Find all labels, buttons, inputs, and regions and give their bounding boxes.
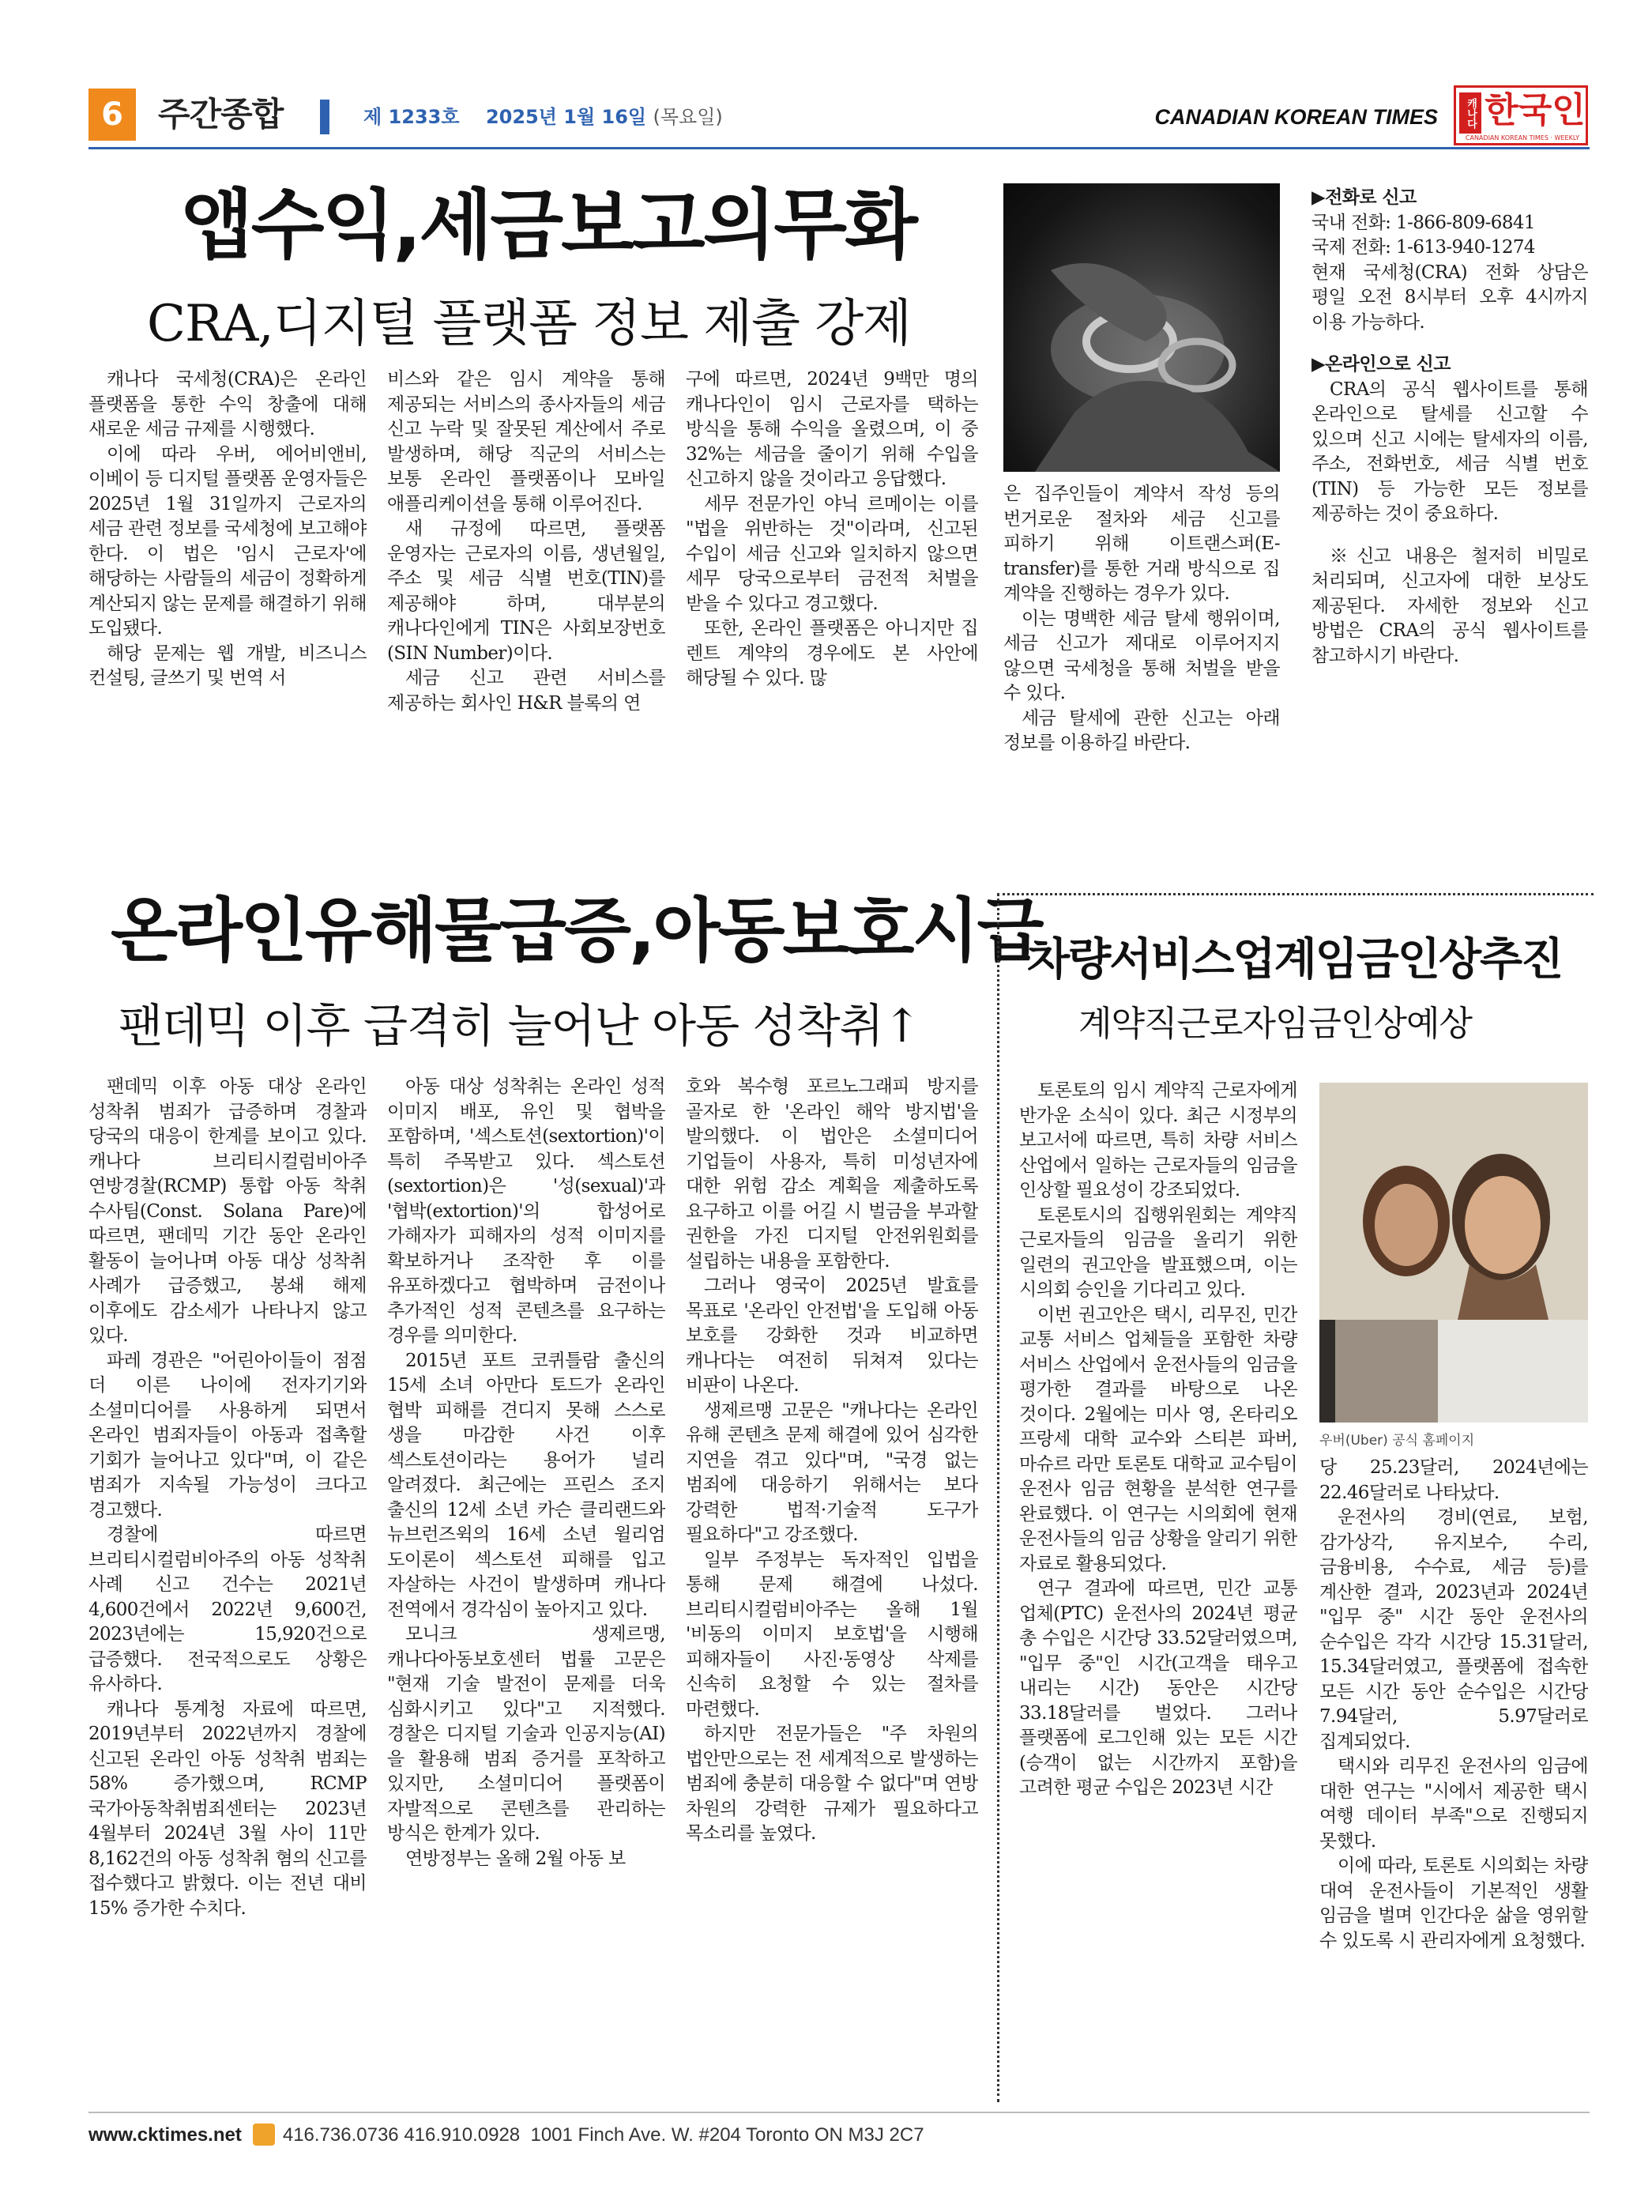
paragraph: 호와 복수형 포르노그래피 방지를 골자로 한 '온라인 해악 방지법'을 발의했다. 이 법안은 소셜미디어 기업들이 사용자, 특히 미성년자에 대한 위험 감소 계획을 제출하도록 요구하고 이를 어길 시 벌금을 부과할 권한을 가진 디지털 안전위원회를 설립하는 내용을 포함한다. (686, 1076, 978, 1272)
logo-weekly-tag: 캐나다 (1459, 92, 1481, 134)
confidentiality-note: ※신고 내용은 철저히 비밀로 처리되며, 신고자에 대한 보상도 제공된다. 자세한 정보와 신고 방법은 CRA의 공식 웹사이트를 참고하시기 바란다. (1311, 545, 1588, 666)
header-rule (88, 147, 1590, 149)
article3-column-2 (1319, 1456, 1588, 2100)
paragraph: 택시와 리무진 운전사의 임금에 대한 연구는 "시에서 제공한 택시 여행 데이터 부족"으로 진행되지 못했다. (1319, 1756, 1588, 1852)
paragraph: 새 규정에 따르면, 플랫폼 운영자는 근로자의 이름, 생년월일, 주소 및 세금 식별 번호(TIN)를 제공해야 하며, 대부분의 캐나다인에게 TIN은 사회보장번호(SIN Number)이다. (387, 518, 665, 664)
paragraph: 하지만 전문가들은 "주 차원의 법안만으로는 전 세계적으로 발생하는 범죄에 충분히 대응할 수 없다"며 연방 차원의 강력한 규제가 필요하다고 목소리를 높였다. (686, 1724, 978, 1844)
paragraph: 팬데믹 이후 아동 대상 온라인 성착취 범죄가 급증하며 경찰과 당국의 대응이 한계를 보이고 있다. 캐나다 브리티시컬럼비아주 연방경찰(RCMP) 통합 아동 착취 수사팀(Const. Solana Pare)에 따르면, 팬데믹 기간 동안 온라인 활동이 늘어나며 아동 대상 성착취 사례가 급증했고, 봉쇄 해제 이후에도 감소세가 나타나지 않고 있다. (88, 1076, 367, 1346)
paragraph: 2015년 포트 코퀴틀람 출신의 15세 소녀 아만다 토드가 온라인 협박 피해를 견디지 못해 스스로 생을 마감한 사건 이후 섹스토션이라는 용어가 널리 알려졌다. 최근에는 프린스 조지 출신의 12세 소년 카슨 클리랜드와 뉴브런즈윅의 16세 소년 윌리엄 도이론이 섹스토션 피해를 입고 자살하는 사건이 발생하며 캐나다 전역에서 경각심이 높아지고 있다. (387, 1350, 665, 1620)
paragraph: 일부 주정부는 독자적인 입법을 통해 문제 해결에 나섰다. 브리티시컬럼비아주는 올해 1월 '비동의 이미지 보호법'을 시행해 피해자들이 사진·동영상 삭제를 신속히 요청할 수 있는 절차를 마련했다. (686, 1549, 978, 1720)
article1-column-1 (88, 367, 367, 838)
paragraph: 그러나 영국이 2025년 발효를 목표로 '온라인 안전법'을 도입해 아동 보호를 강화한 것과 비교하면 캐나다는 여전히 뒤쳐져 있다는 비판이 나온다. (686, 1276, 978, 1396)
article1-column-2 (387, 367, 665, 838)
paragraph: 캐나다 국세청(CRA)은 온라인 플랫폼을 통한 수익 창출에 대해 새로운 세금 규제를 시행했다. (88, 369, 367, 439)
issue-info (363, 100, 723, 134)
footer-address: 1001 Finch Ave. W. #204 Toronto ON M3J 2C7 (530, 2124, 924, 2146)
article3-headline: 차량서비스업계임금인상추진 (1027, 934, 1563, 985)
phone-international: 국제 전화: 1-613-940-1274 (1311, 237, 1535, 258)
paragraph: 생제르맹 고문은 "캐나다는 온라인 유해 콘텐츠 문제 해결에 있어 심각한 지연을 겪고 있다"며, "국경 없는 범죄에 대응하기 위해서는 보다 강력한 법적·기술적 도구가 필요하다"고 강조했다. (686, 1400, 978, 1545)
paragraph: 당 25.23달러, 2024년에는 22.46달러로 나타났다. (1319, 1457, 1588, 1503)
footer-website[interactable]: www.cktimes.net (88, 2124, 242, 2146)
paragraph: 토론토의 임시 계약직 근로자에게 반가운 소식이 있다. 최근 시정부의 보고서에 따르면, 특히 차량 서비스 산업에서 일하는 근로자들의 임금을 인상할 필요성이 강조되었다. (1019, 1080, 1297, 1200)
handcuffs-illustration (1003, 183, 1280, 472)
footer-rule (88, 2112, 1590, 2113)
newspaper-logo (1454, 85, 1588, 145)
paragraph: 세무 전문가인 야닉 르메이는 이를 "법을 위반하는 것"이라며, 신고된 수입이 세금 신고와 일치하지 않으면 세무 당국으로부터 금전적 처벌을 받을 수 있다고 경고했다. (686, 493, 978, 614)
article3-column-1 (1019, 1079, 1297, 2102)
paragraph: 해당 문제는 웹 개발, 비즈니스 컨설팅, 글쓰기 및 번역 서 (88, 642, 367, 688)
paragraph: 이에 따라 우버, 에어비앤비, 이베이 등 디지털 플랫폼 운영자들은 2025년 1월 31일까지 근로자의 세금 관련 정보를 국세청에 보고해야 한다. 이 법은 '임시 근로자'에 해당하는 사람들의 세금이 정확하게 계산되지 않는 문제를 해결하기 위해 도입됐다. (88, 443, 367, 639)
car-occupants-illustration (1319, 1083, 1588, 1423)
online-report-text: CRA의 공식 웹사이트를 통해 온라인으로 탈세를 신고할 수 있으며 신고 시에는 탈세자의 이름, 주소, 전화번호, 세금 식별 번호(TIN) 등 가능한 모든 정보를 제공하는 것이 중요하다. (1311, 379, 1588, 524)
phone-icon (253, 2123, 275, 2146)
paragraph: 이에 따라, 토론토 시의회는 차량 대여 운전사들이 기본적인 생활 임금을 벌며 인간다운 삶을 영위할 수 있도록 시 관리자에게 요청했다. (1319, 1856, 1588, 1951)
logo-subtitle: CANADIAN KOREAN TIMES · WEEKLY (1465, 134, 1580, 141)
issue-date: 2025년 1월 16일 (485, 106, 647, 128)
article2-subhead: 팬데믹 이후 급격히 늘어난 아동 성착취↑ (119, 999, 921, 1053)
article1-column-5 (1311, 186, 1588, 842)
footer-phones: 416.736.0736 416.910.0928 (282, 2124, 521, 2146)
logo-name: 한국인 (1485, 90, 1586, 130)
paragraph: 아동 대상 성착취는 온라인 성적 이미지 배포, 유인 및 협박을 포함하며, '섹스토션(sextortion)'이 특히 주목받고 있다. 섹스토션(sextortion)은 '성(sexual)'과 '협박(extortion)'의 합성어로 가해자가 피해자의 성적 이미지를 확보하거나 조작한 후 이를 유포하겠다고 협박하며 금전이나 추가적인 성적 콘텐츠를 요구하는 경우를 의미한다. (387, 1076, 665, 1346)
paragraph: 또한, 온라인 플랫폼은 아니지만 집 렌트 계약의 경우에도 본 사안에 해당될 수 있다. 많 (686, 618, 978, 688)
article2-column-2 (387, 1075, 665, 2098)
footer (88, 2120, 924, 2151)
header-accent-bar (320, 100, 329, 134)
paragraph: 은 집주인들이 계약서 작성 등의 번거로운 절차와 세금 신고를 피하기 위해 이트랜스퍼(E-transfer)를 통한 거래 방식으로 집 계약을 진행하는 경우가 있다. (1003, 484, 1280, 604)
uber-drivers-photo (1319, 1083, 1588, 1423)
photo-caption: 우버(Uber) 공식 홈페이지 (1319, 1433, 1475, 1449)
article2-column-3 (686, 1075, 978, 2098)
box-divider-horizontal (997, 893, 1594, 895)
paragraph: 파레 경관은 "어린아이들이 점점 더 이른 나이에 전자기기와 소셜미디어를 사용하게 되면서 온라인 범죄자들이 아동과 접촉할 기회가 늘어나고 있다"며, 이 같은 범죄가 지속될 가능성이 크다고 경고했다. (88, 1350, 367, 1521)
handcuffs-photo (1003, 183, 1280, 472)
page-number: 6 (88, 89, 136, 141)
paragraph: 캐나다 통계청 자료에 따르면, 2019년부터 2022년까지 경찰에 신고된 온라인 아동 성착취 범죄는 58% 증가했으며, RCMP 국가아동착취범죄센터는 2023년 4월부터 2024년 3월 사이 11만 8,162건의 아동 성착취 혐의 신고를 접수했다고 밝혔다. 이는 전년 대비 15% 증가한 수치다. (88, 1698, 367, 1919)
paragraph: 연방정부는 올해 2월 아동 보 (405, 1848, 626, 1869)
paragraph: 모니크 생제르맹, 캐나다아동보호센터 법률 고문은 "현재 기술 발전이 문제를 더욱 심화시키고 있다"고 지적했다. 경찰은 디지털 기술과 인공지능(AI)을 활용해 범죄 증거를 포착하고 있지만, 소셜미디어 플랫폼이 자발적으로 콘텐츠를 관리하는 방식은 한계가 있다. (387, 1624, 665, 1844)
phone-domestic: 국내 전화: 1-866-809-6841 (1311, 212, 1535, 233)
article2-column-1 (88, 1075, 367, 2098)
paragraph: 이는 명백한 세금 탈세 행위이며, 세금 신고가 제대로 이루어지지 않으면 국세청을 통해 처벌을 받을 수 있다. (1003, 608, 1280, 703)
article1-column-4 (1003, 482, 1280, 842)
paragraph: 세금 신고 관련 서비스를 제공하는 회사인 H&R 블록의 연 (387, 668, 665, 714)
issue-day: (목요일) (653, 106, 723, 128)
paragraph: 토론토시의 집행위원회는 계약직 근로자들의 임금을 올리기 위한 일련의 권고안을 발표했으며, 이는 시의회 승인을 기다리고 있다. (1019, 1204, 1297, 1300)
paragraph: 연구 결과에 따르면, 민간 교통 업체(PTC) 운전사의 2024년 평균 총 수입은 시간당 33.52달러였으며, "입무 중"인 시간(고객을 태우고 내리는 시간) 동안은 시간당 33.18달러를 벌었다. 그러나 플랫폼에 로그인해 있는 모든 시간(승객이 없는 시간까지 포함)을 고려한 평균 수입은 2023년 시간 (1019, 1578, 1297, 1798)
box-divider-vertical (997, 893, 999, 2102)
phone-report-title: ▶전화로 신고 (1311, 187, 1417, 208)
section-title: 주간종합 (158, 95, 284, 134)
article2-headline: 온라인유해물급증,아동보호시급 (111, 890, 1042, 971)
phone-hours: 현재 국세청(CRA) 전화 상담은 평일 오전 8시부터 오후 4시까지 이용 가능하다. (1311, 262, 1588, 333)
paragraph: 세금 탈세에 관한 신고는 아래 정보를 이용하길 바란다. (1003, 707, 1280, 753)
paragraph: 이번 권고안은 택시, 리무진, 민간 교통 서비스 업체들을 포함한 차량 서비스 산업에서 운전사들의 임금을 평가한 결과를 바탕으로 나온 것이다. 2월에는 미사 영, 온타리오 프랑세 대학 교수와 스티븐 파버, 마슈르 라만 토론토 대학교 교수팀이 운전사 임금 현황을 분석한 연구를 완료했다. 이 연구는 시의회에 현재 운전사들의 임금 상황을 알리기 위한 자료로 활용되었다. (1019, 1304, 1297, 1574)
masthead-name: CANADIAN KOREAN TIMES (1154, 105, 1438, 129)
paragraph: 운전사의 경비(연료, 보험, 감가상각, 유지보수, 수리, 금융비용, 수수료, 세금 등)를 계산한 결과, 2023년과 2024년 "입무 중" 시간 동안 운전사의 순수입은 각각 시간당 15.31달러, 15.34달러였고, 플랫폼에 접속한 모든 시간 동안 순수입은 시간당 7.94달러, 5.97달러로 집계되었다. (1319, 1507, 1588, 1752)
issue-number: 제 1233호 (363, 106, 460, 128)
article1-subhead: CRA,디지털 플랫폼 정보 제출 강제 (147, 295, 911, 353)
paragraph: 구에 따르면, 2024년 9백만 명의 캐나다인이 임시 근로자를 택하는 방식을 통해 수익을 올렸으며, 이 중 32%는 세금을 줄이기 위해 수입을 신고하지 않을 것이라고 응답했다. (686, 369, 978, 489)
article3-subhead: 계약직근로자임금인상예상 (1078, 1004, 1473, 1044)
paragraph: 경찰에 따르면 브리티시컬럼비아주의 아동 성착취 사례 신고 건수는 2021년 4,600건에서 2022년 9,600건, 2023년에는 15,920건으로 급증했다. 전국적으로도 상황은 유사하다. (88, 1524, 367, 1694)
article1-headline: 앱수익,세금보고의무화 (180, 181, 916, 269)
paragraph: 비스와 같은 임시 계약을 통해 제공되는 서비스의 종사자들의 세금 신고 누락 및 잘못된 계산에서 주로 발생하며, 해당 직군의 서비스는 보통 온라인 플랫폼이나 모바일 애플리케이션을 통해 이루어진다. (387, 369, 665, 514)
online-report-title: ▶온라인으로 신고 (1311, 354, 1451, 375)
article1-column-3 (686, 367, 978, 838)
